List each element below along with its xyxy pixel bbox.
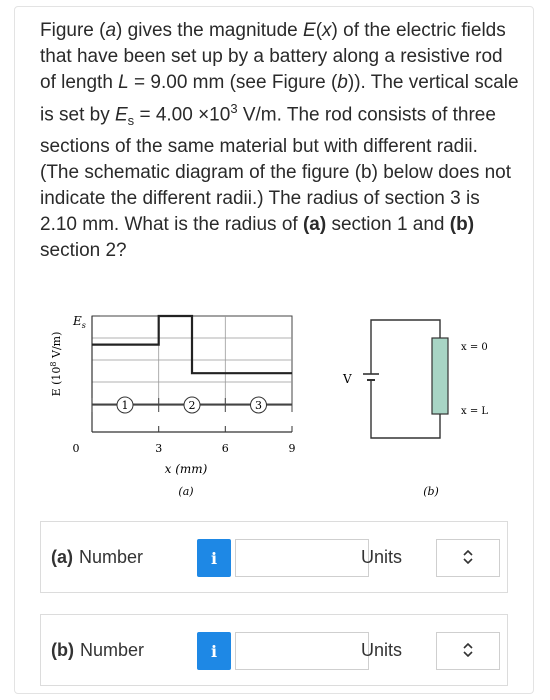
x-ticks [159,426,292,432]
es-tick-label: $E_s$ [73,314,86,330]
units-select-a[interactable] [436,539,500,577]
resistive-rod [432,338,448,414]
answer-row-a [40,521,508,593]
battery-symbol [363,358,379,396]
battery-label: V [343,372,352,386]
number-input-a[interactable] [235,539,369,577]
x-tick-label-6: 6 [221,442,229,455]
svg-text:2: 2 [188,399,196,412]
section-label-1 [117,397,133,413]
section-label-3 [251,397,267,413]
units-label-b: Units [361,640,403,660]
x-tick-label-9: 9 [288,442,296,455]
section-label-2 [184,397,200,413]
answer-row-b [40,614,508,686]
xL-label: x = L [461,406,489,417]
units-label-a: Units [361,547,403,567]
y-axis-label: E ($10^8$ V/m) [49,331,63,397]
question-text: Figure (a) gives the magnitude E(x) of the electric fields that have been set up by a battery along a resistive rod of length L = 9.00 mm (see Figure (b)). The vertical scale is set by $E_s = 4.00 \times 10^3$ V/m. The rod consists of three sections of the same material but with different radii. (The schematic diagram of the figure (b) below does not indicate the different radii.) The radius of section 3 is 2.10 mm. What is the radius of (a) section 1 and (b) section 2? [40,20,519,262]
caption-b: (b) [423,485,439,498]
caption-a: (a) [178,485,194,498]
x-axis-label: x (mm) [164,462,208,476]
chevron-updown-icon [462,643,474,660]
info-button-b[interactable]: i [197,632,231,670]
answer-b-label: (b) Number [51,640,145,660]
units-select-b[interactable] [436,632,500,670]
x0-label: x = 0 [461,342,488,353]
x-tick-label-0: 0 [72,442,80,455]
field-magnitude-line [92,316,292,373]
figure-a-graph [49,314,296,498]
svg-text:1: 1 [121,399,129,412]
answer-a-label: (a) Number [51,547,144,567]
figure [40,292,520,512]
number-input-b[interactable] [235,632,369,670]
x-tick-label-3: 3 [155,442,163,455]
figure-b-circuit [342,320,488,498]
svg-text:3: 3 [255,399,262,412]
info-button-a[interactable]: i [197,539,231,577]
chevron-updown-icon [462,550,474,567]
